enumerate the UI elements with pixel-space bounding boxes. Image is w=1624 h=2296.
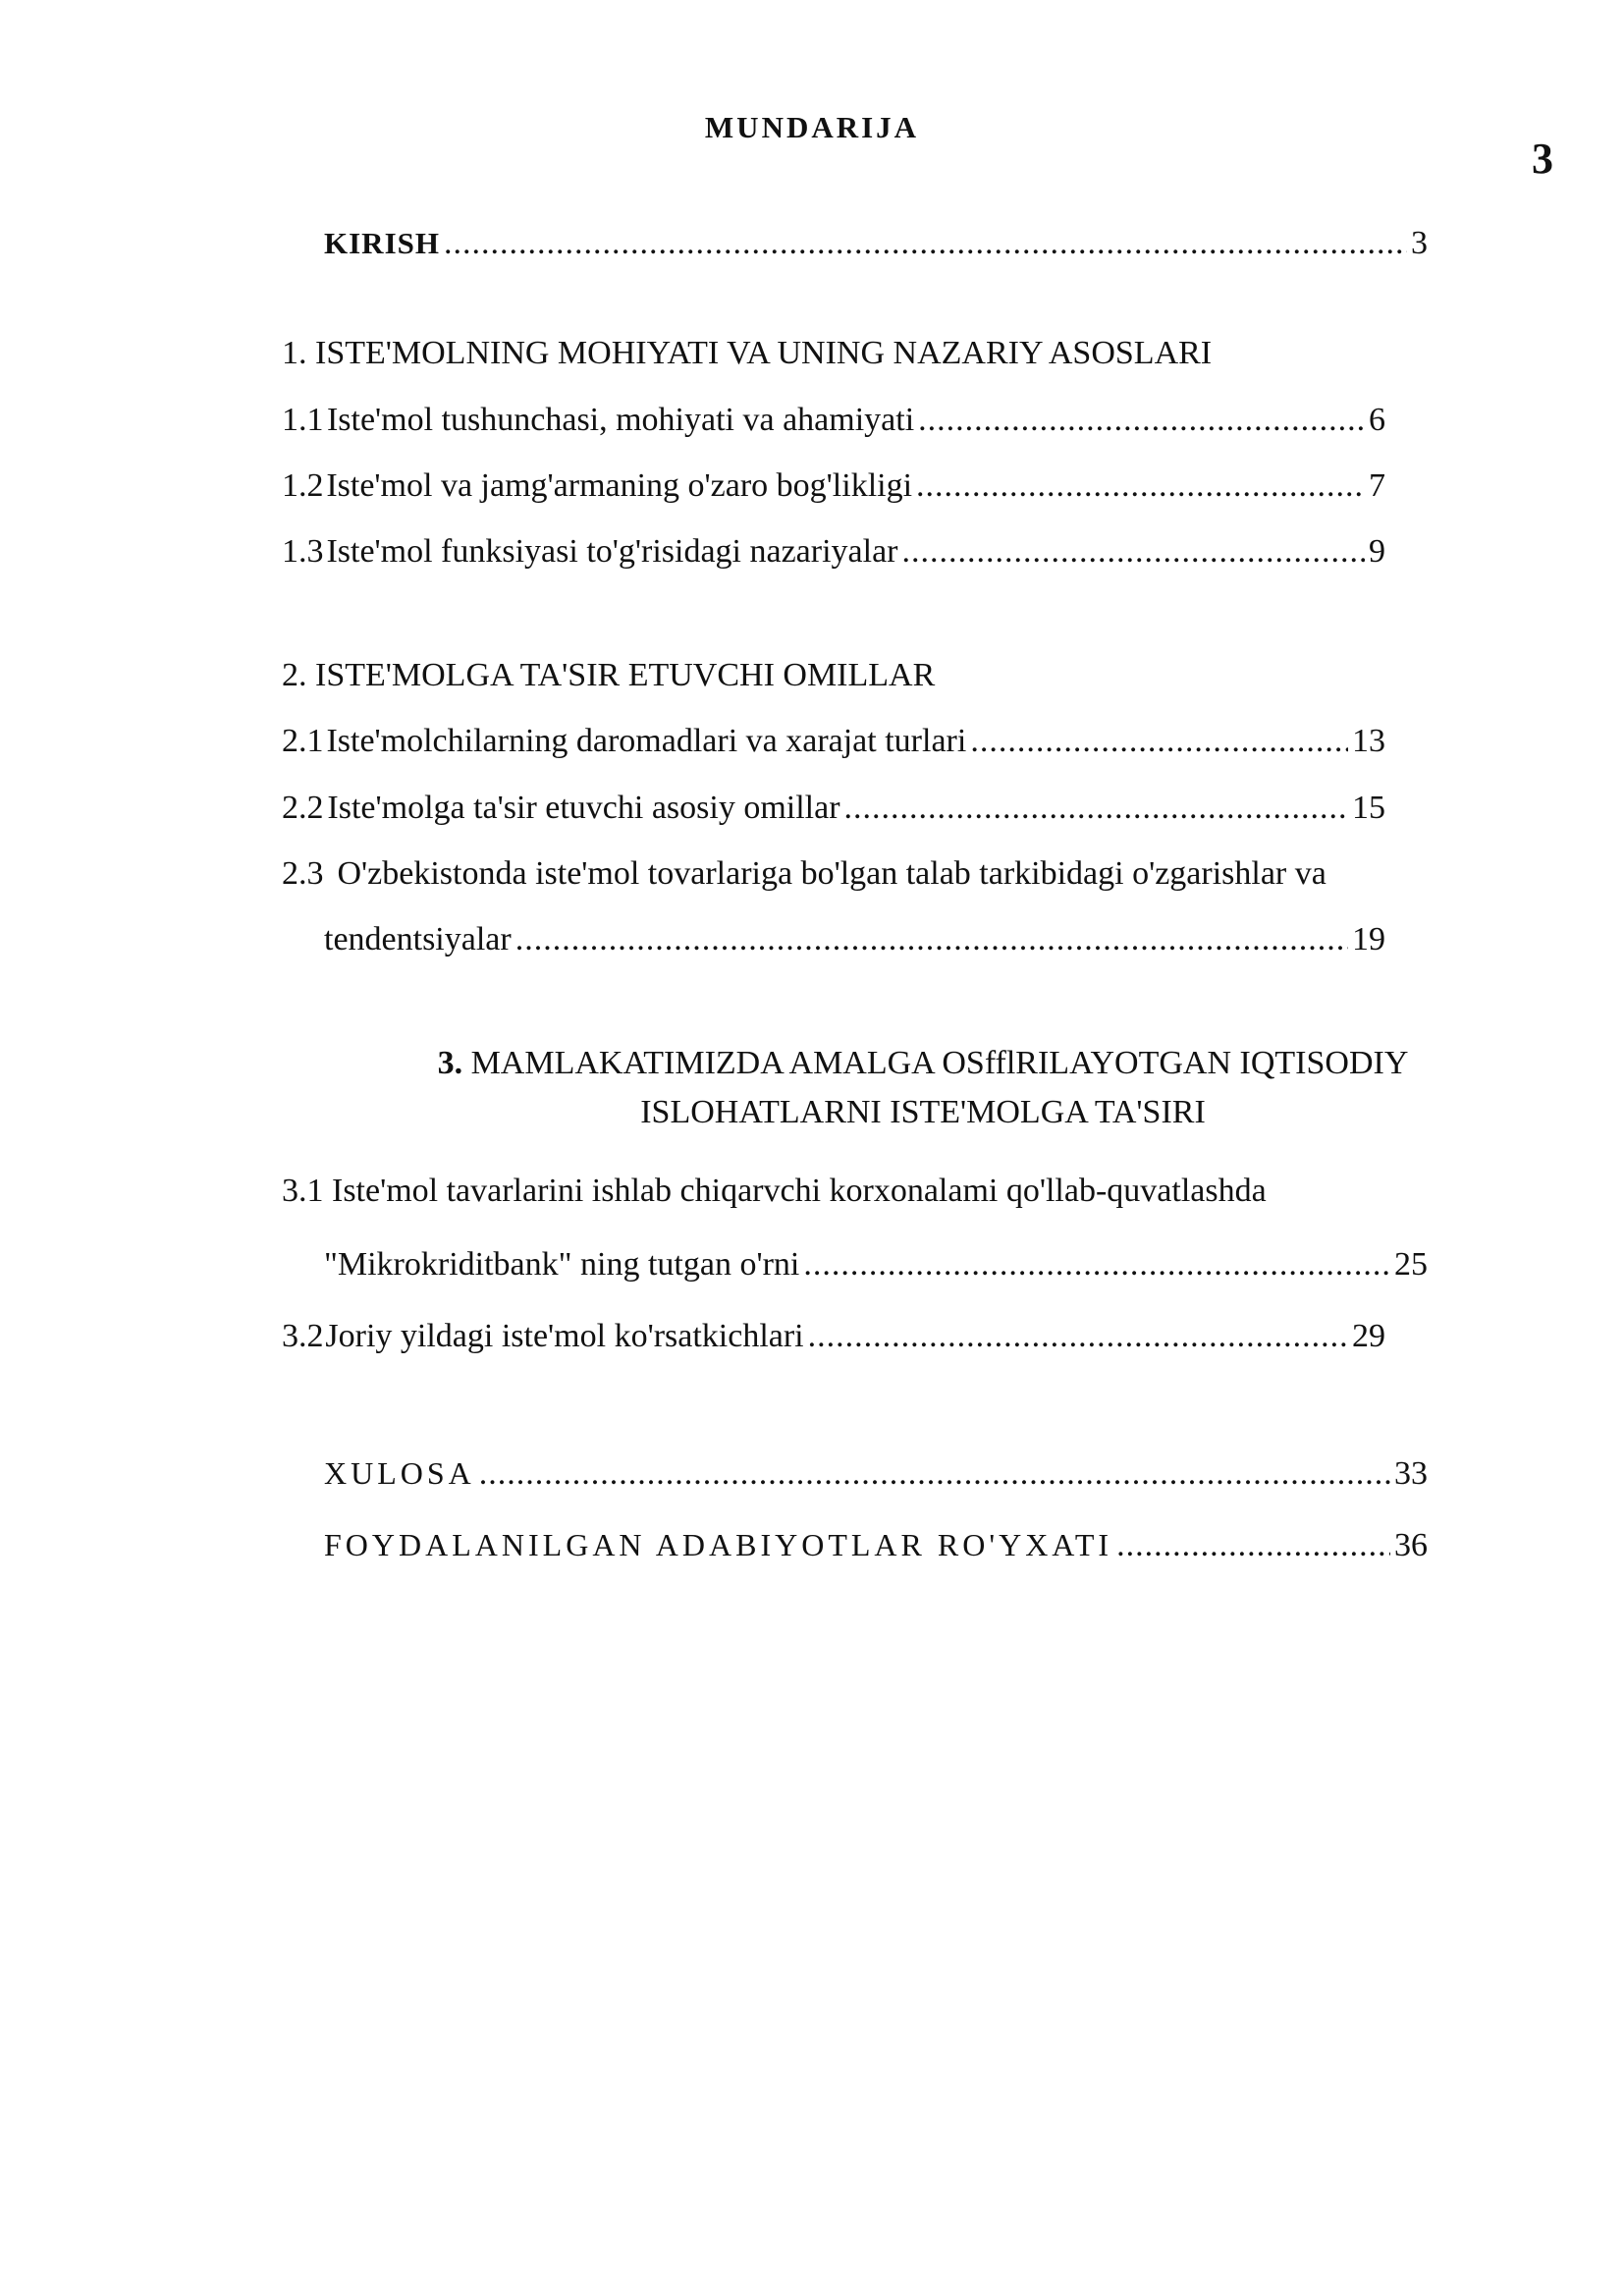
toc-label-line2: "Mikrokriditbank" ning tutgan o'rni — [324, 1246, 800, 1283]
toc-num: 2.3 — [282, 855, 324, 892]
toc-page: 15 — [1352, 790, 1385, 826]
toc-num: 3.1 — [282, 1173, 324, 1209]
toc-page: 19 — [1352, 921, 1385, 957]
toc-entry-1-1[interactable] — [282, 401, 1385, 440]
toc-label-line1: Iste'mol tavarlarini ishlab chiqarvchi korxonalami qo'llab-quvatlashda — [332, 1173, 1267, 1209]
toc-entry-xulosa[interactable] — [324, 1453, 1428, 1494]
chapter-1-heading[interactable]: 1. ISTE'MOLNING MOHIYATI VA UNING NAZARIY ASOSLARI — [282, 335, 1213, 371]
toc-page: 36 — [1394, 1527, 1428, 1563]
toc-label: Iste'molga ta'sir etuvchi asosiy omillar — [327, 790, 840, 826]
toc-entry-2-2[interactable] — [282, 789, 1385, 828]
toc-entry-1-2[interactable] — [282, 466, 1385, 506]
toc-label: Iste'mol va jamg'armaning o'zaro bog'likligi — [326, 467, 913, 504]
dot-leader — [902, 532, 1366, 572]
toc-label-line2: tendentsiyalar — [324, 921, 512, 957]
dot-leader — [844, 789, 1348, 828]
toc-label: Iste'mol funksiyasi to'g'risidagi nazariyalar — [326, 533, 898, 570]
chapter-3-number: 3. — [437, 1045, 463, 1081]
toc-label: Iste'molchilarning daromadlari va xarajat turlari — [326, 723, 967, 759]
toc-entry-2-3[interactable] — [282, 854, 1326, 894]
toc-entry-3-1-cont[interactable] — [324, 1245, 1428, 1285]
toc-page: 7 — [1369, 467, 1385, 504]
toc-page: 13 — [1352, 723, 1385, 759]
chapter-2-heading[interactable]: 2. ISTE'MOLGA TA'SIR ETUVCHI OMILLAR — [282, 657, 936, 693]
toc-num: 1.3 — [282, 533, 324, 570]
dot-leader — [1116, 1526, 1390, 1565]
toc-page: 25 — [1394, 1246, 1428, 1283]
toc-num: 3.2 — [282, 1318, 324, 1354]
toc-num: 1.2 — [282, 467, 324, 504]
toc-entry-kirish[interactable] — [324, 224, 1428, 263]
toc-label: Iste'mol tushunchasi, mohiyati va ahamiyati — [326, 402, 915, 438]
toc-page: 3 — [1411, 225, 1428, 261]
toc-entry-2-1[interactable] — [282, 722, 1385, 761]
dot-leader — [808, 1317, 1348, 1356]
toc-page: 29 — [1352, 1318, 1385, 1354]
toc-num: 1.1 — [282, 402, 324, 438]
toc-entry-adabiyotlar[interactable] — [324, 1525, 1428, 1565]
dot-leader — [479, 1454, 1390, 1494]
toc-page: 9 — [1369, 533, 1385, 570]
page-number: 3 — [1532, 135, 1553, 183]
page-title: MUNDARIJA — [704, 110, 920, 144]
toc-page: 6 — [1369, 402, 1385, 438]
toc-entry-1-3[interactable] — [282, 532, 1385, 572]
toc-label: KIRISH — [324, 226, 440, 260]
toc-label: Joriy yildagi iste'mol ko'rsatkichlari — [325, 1318, 804, 1354]
toc-entry-3-2[interactable] — [282, 1317, 1385, 1356]
toc-num: 2.1 — [282, 723, 324, 759]
toc-label: FOYDALANILGAN ADABIYOTLAR RO'YXATI — [324, 1527, 1113, 1562]
toc-label-line1: O'zbekistonda iste'mol tovarlariga bo'lgan talab tarkibidagi o'zgarishlar va — [337, 855, 1326, 892]
toc-num: 2.2 — [282, 790, 324, 826]
dot-leader — [803, 1245, 1390, 1285]
toc-entry-3-1[interactable] — [282, 1172, 1267, 1211]
dot-leader — [515, 920, 1348, 959]
chapter-3-heading-line2: ISLOHATLARNI ISTE'MOLGA TA'SIRI — [640, 1094, 1206, 1130]
chapter-3-heading[interactable] — [383, 1039, 1463, 1137]
toc-page: 33 — [1394, 1455, 1428, 1492]
chapter-3-heading-line1: MAMLAKATIMIZDA AMALGA OSfflRILAYOTGAN IQTISODIY — [470, 1045, 1409, 1081]
toc-label: XULOSA — [324, 1455, 475, 1491]
dot-leader — [970, 722, 1348, 761]
toc-entry-2-3-cont[interactable] — [324, 920, 1385, 959]
dot-leader — [444, 224, 1407, 263]
dot-leader — [918, 401, 1365, 440]
dot-leader — [916, 466, 1365, 506]
